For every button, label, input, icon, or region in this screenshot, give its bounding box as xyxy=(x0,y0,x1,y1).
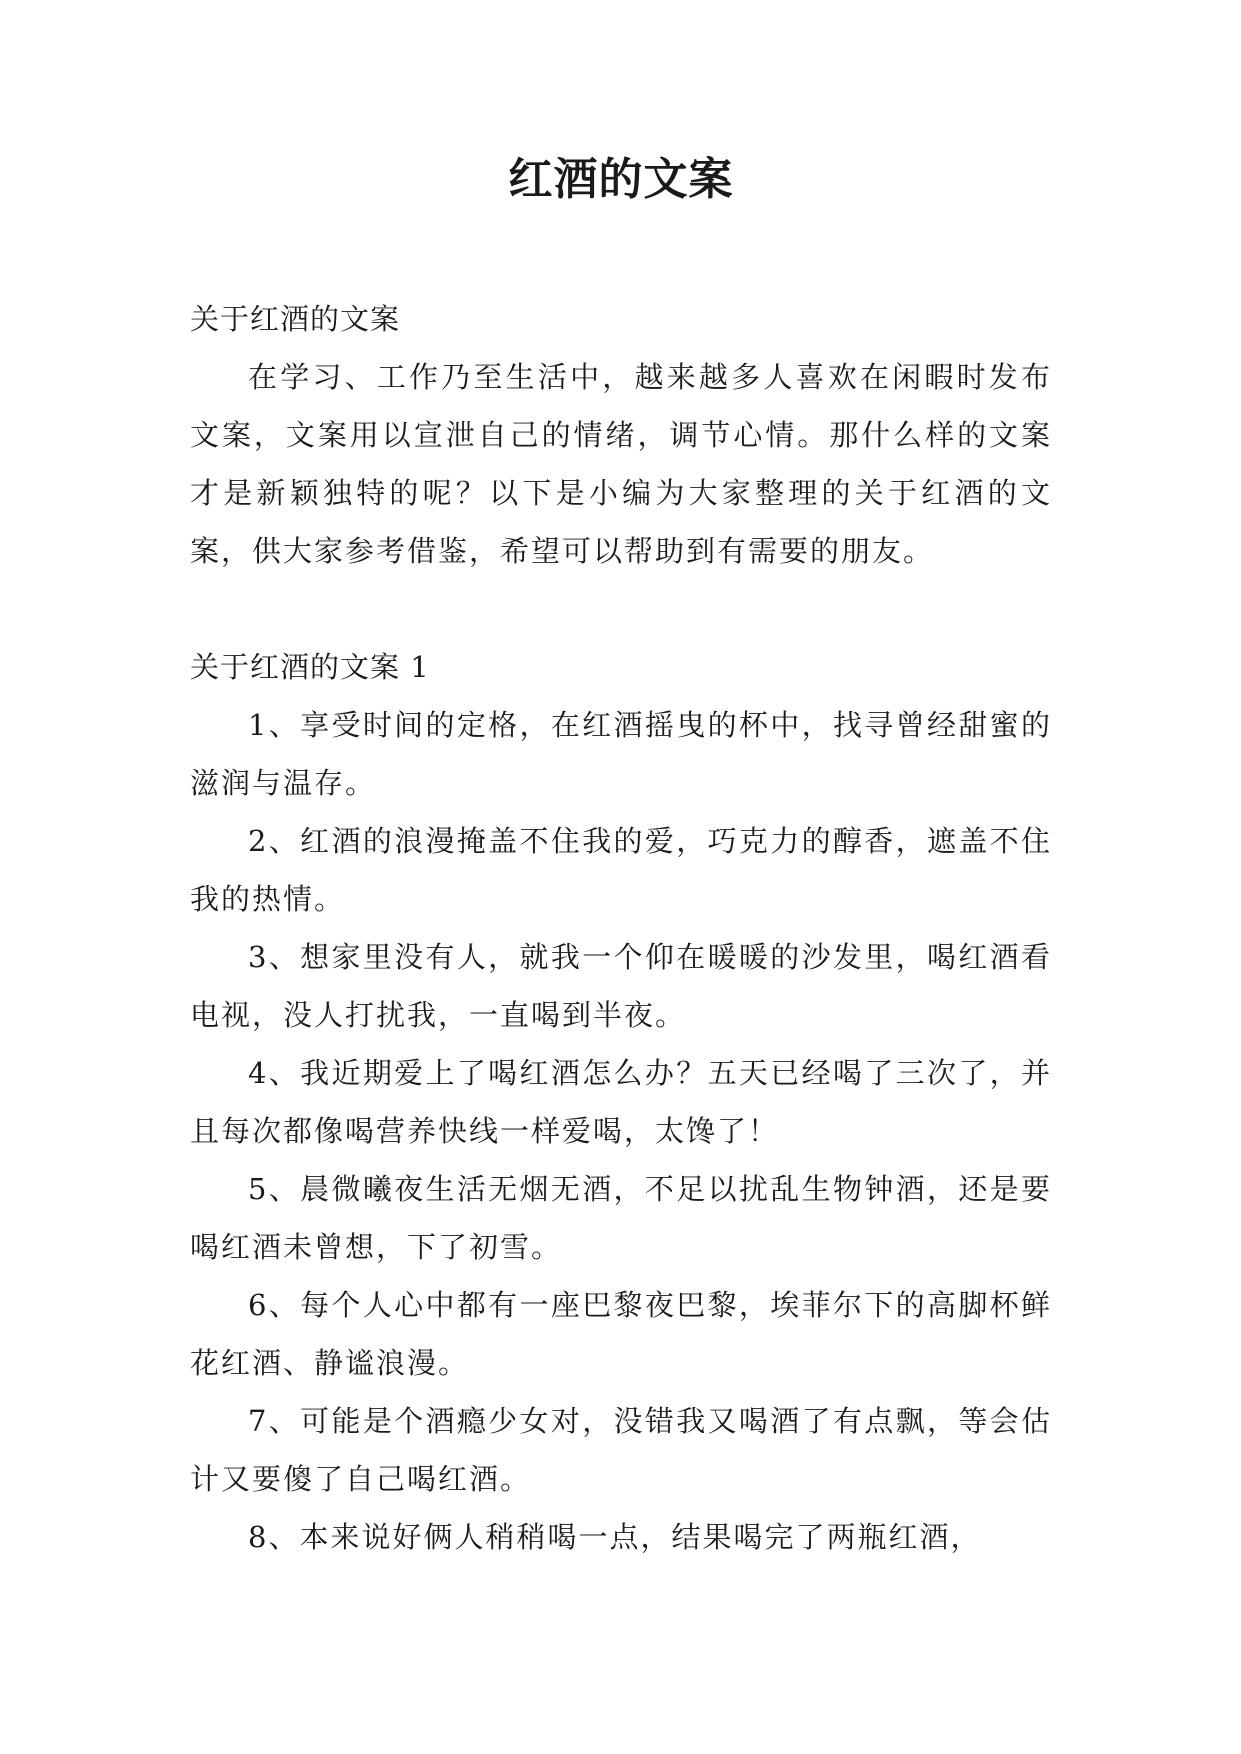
intro-paragraph: 在学习、工作乃至生活中，越来越多人喜欢在闲暇时发布文案，文案用以宣泄自己的情绪，调节心情。那什么样的文案才是新颖独特的呢？以下是小编为大家整理的关于红酒的文案，供大家参考借鉴，希望可以帮助到有需要的朋友。 xyxy=(190,360,1052,568)
list-item: 2、红酒的浪漫掩盖不住我的爱，巧克力的醇香，遮盖不住我的热情。 xyxy=(190,824,1052,916)
list-item: 1、享受时间的定格，在红酒摇曳的杯中，找寻曾经甜蜜的滋润与温存。 xyxy=(190,708,1052,800)
list-item: 4、我近期爱上了喝红酒怎么办？五天已经喝了三次了，并且每次都像喝营养快线一样爱喝，太馋了！ xyxy=(190,1056,1052,1148)
list-item: 3、想家里没有人，就我一个仰在暖暖的沙发里，喝红酒看电视，没人打扰我，一直喝到半夜。 xyxy=(190,940,1052,1032)
document-title: 红酒的文案 xyxy=(508,154,734,205)
intro-heading: 关于红酒的文案 xyxy=(190,302,401,336)
list-item: 8、本来说好俩人稍稍喝一点，结果喝完了两瓶红酒， xyxy=(248,1520,982,1554)
section-heading: 关于红酒的文案 1 xyxy=(190,650,430,684)
list-item: 7、可能是个酒瘾少女对，没错我又喝酒了有点飘，等会估计又要傻了自己喝红酒。 xyxy=(190,1404,1052,1496)
document-page xyxy=(190,0,1052,1566)
list-item: 6、每个人心中都有一座巴黎夜巴黎，埃菲尔下的高脚杯鲜花红酒、静谧浪漫。 xyxy=(190,1288,1052,1380)
item-list xyxy=(190,696,1052,1566)
list-item: 5、晨微曦夜生活无烟无酒，不足以扰乱生物钟酒，还是要喝红酒未曾想，下了初雪。 xyxy=(190,1172,1052,1264)
